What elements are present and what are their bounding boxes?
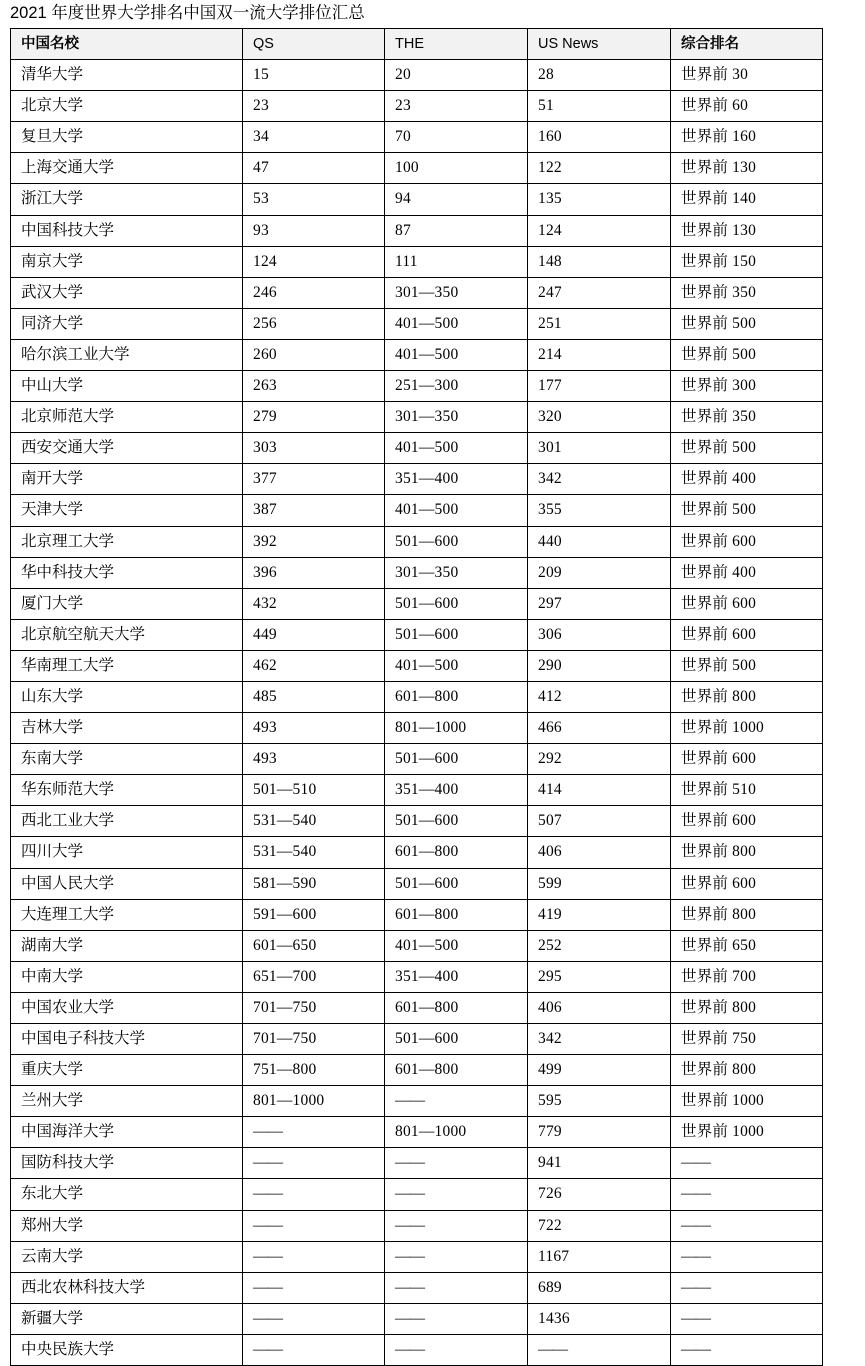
cell-usnews: 295 (528, 961, 671, 992)
cell-usnews: 148 (528, 246, 671, 277)
table-row (11, 961, 823, 992)
cell-name: 四川大学 (11, 837, 243, 868)
cell-usnews: 301 (528, 433, 671, 464)
university-ranking-table (10, 28, 823, 1366)
cell-qs (243, 1303, 385, 1334)
cell-usnews: 122 (528, 153, 671, 184)
table-row (11, 713, 823, 744)
cell-qs: 485 (243, 681, 385, 712)
cell-qs: 377 (243, 464, 385, 495)
cell-total: 世界前 650 (671, 930, 823, 961)
cell-name: 浙江大学 (11, 184, 243, 215)
cell-usnews: 1436 (528, 1303, 671, 1334)
table-row (11, 619, 823, 650)
cell-qs: 15 (243, 60, 385, 91)
no-data-dash: —— (395, 1309, 424, 1327)
cell-usnews: 292 (528, 744, 671, 775)
table-row (11, 60, 823, 91)
cell-qs: 449 (243, 619, 385, 650)
table-row (11, 868, 823, 899)
cell-name: 国防科技大学 (11, 1148, 243, 1179)
table-row (11, 1303, 823, 1334)
column-header-name: 中国名校 (11, 29, 243, 60)
cell-total: 世界前 400 (671, 464, 823, 495)
no-data-dash: —— (681, 1247, 710, 1265)
cell-usnews: 209 (528, 557, 671, 588)
cell-usnews: 247 (528, 277, 671, 308)
cell-usnews: 419 (528, 899, 671, 930)
table-row (11, 277, 823, 308)
cell-qs: 601—650 (243, 930, 385, 961)
table-row (11, 433, 823, 464)
cell-name: 西北工业大学 (11, 806, 243, 837)
cell-the: 801—1000 (385, 713, 528, 744)
cell-the: 301—350 (385, 277, 528, 308)
cell-qs: 432 (243, 588, 385, 619)
cell-qs: 581—590 (243, 868, 385, 899)
cell-name: 新疆大学 (11, 1303, 243, 1334)
table-row (11, 1210, 823, 1241)
cell-total (671, 1210, 823, 1241)
cell-usnews: 320 (528, 402, 671, 433)
no-data-dash: —— (395, 1092, 424, 1110)
cell-the: 401—500 (385, 930, 528, 961)
cell-qs: 701—750 (243, 1024, 385, 1055)
cell-name: 上海交通大学 (11, 153, 243, 184)
cell-name: 西北农林科技大学 (11, 1272, 243, 1303)
cell-name: 北京航空航天大学 (11, 619, 243, 650)
cell-the: 601—800 (385, 992, 528, 1023)
cell-the: 251—300 (385, 371, 528, 402)
cell-total: 世界前 60 (671, 91, 823, 122)
page-title: 2021 年度世界大学排名中国双一流大学排位汇总 (10, 4, 365, 22)
cell-the (385, 1086, 528, 1117)
cell-usnews: 252 (528, 930, 671, 961)
cell-qs: 263 (243, 371, 385, 402)
cell-the: 501—600 (385, 1024, 528, 1055)
cell-total: 世界前 1000 (671, 1117, 823, 1148)
cell-usnews: 342 (528, 1024, 671, 1055)
cell-usnews: 177 (528, 371, 671, 402)
no-data-dash: —— (253, 1216, 282, 1234)
cell-usnews: 595 (528, 1086, 671, 1117)
cell-name: 厦门大学 (11, 588, 243, 619)
cell-total: 世界前 350 (671, 402, 823, 433)
cell-name: 北京大学 (11, 91, 243, 122)
cell-qs: 47 (243, 153, 385, 184)
cell-total: 世界前 800 (671, 1055, 823, 1086)
no-data-dash: —— (253, 1309, 282, 1327)
cell-total (671, 1334, 823, 1365)
cell-qs: 493 (243, 744, 385, 775)
table-row (11, 806, 823, 837)
table-row (11, 153, 823, 184)
cell-name: 北京理工大学 (11, 526, 243, 557)
cell-qs (243, 1210, 385, 1241)
no-data-dash: —— (681, 1309, 710, 1327)
cell-name: 重庆大学 (11, 1055, 243, 1086)
cell-total: 世界前 1000 (671, 713, 823, 744)
table-row (11, 184, 823, 215)
cell-name: 湖南大学 (11, 930, 243, 961)
column-header-the: THE (385, 29, 528, 60)
cell-name: 中山大学 (11, 371, 243, 402)
cell-usnews: 124 (528, 215, 671, 246)
cell-qs (243, 1148, 385, 1179)
cell-total: 世界前 600 (671, 526, 823, 557)
cell-name: 中国科技大学 (11, 215, 243, 246)
rank-table-container (10, 28, 822, 1366)
no-data-dash: —— (395, 1154, 424, 1172)
no-data-dash: —— (681, 1154, 710, 1172)
table-body (11, 60, 823, 1366)
cell-the: 401—500 (385, 495, 528, 526)
cell-qs: 279 (243, 402, 385, 433)
cell-the: 70 (385, 122, 528, 153)
cell-the: 501—600 (385, 868, 528, 899)
cell-the: 601—800 (385, 681, 528, 712)
cell-total: 世界前 600 (671, 806, 823, 837)
cell-name: 中央民族大学 (11, 1334, 243, 1365)
cell-the: 401—500 (385, 433, 528, 464)
cell-name: 华东师范大学 (11, 775, 243, 806)
cell-qs: 396 (243, 557, 385, 588)
cell-total: 世界前 500 (671, 495, 823, 526)
cell-the: 601—800 (385, 837, 528, 868)
cell-name: 哈尔滨工业大学 (11, 339, 243, 370)
no-data-dash: —— (681, 1185, 710, 1203)
cell-total: 世界前 400 (671, 557, 823, 588)
cell-usnews: 779 (528, 1117, 671, 1148)
table-row (11, 1272, 823, 1303)
no-data-dash: —— (681, 1278, 710, 1296)
cell-total: 世界前 30 (671, 60, 823, 91)
cell-the: 301—350 (385, 557, 528, 588)
table-row (11, 1024, 823, 1055)
cell-the (385, 1334, 528, 1365)
cell-usnews: 440 (528, 526, 671, 557)
column-header-total: 综合排名 (671, 29, 823, 60)
cell-usnews (528, 1334, 671, 1365)
cell-usnews: 507 (528, 806, 671, 837)
cell-usnews: 466 (528, 713, 671, 744)
no-data-dash: —— (253, 1340, 282, 1358)
cell-usnews: 689 (528, 1272, 671, 1303)
cell-usnews: 726 (528, 1179, 671, 1210)
cell-the (385, 1272, 528, 1303)
cell-the: 501—600 (385, 806, 528, 837)
cell-total: 世界前 600 (671, 744, 823, 775)
cell-qs: 701—750 (243, 992, 385, 1023)
no-data-dash: —— (395, 1247, 424, 1265)
cell-name: 南京大学 (11, 246, 243, 277)
no-data-dash: —— (538, 1340, 567, 1358)
cell-name: 天津大学 (11, 495, 243, 526)
cell-name: 南开大学 (11, 464, 243, 495)
cell-qs: 751—800 (243, 1055, 385, 1086)
table-row (11, 930, 823, 961)
table-row (11, 557, 823, 588)
cell-usnews: 135 (528, 184, 671, 215)
no-data-dash: —— (395, 1340, 424, 1358)
cell-usnews: 290 (528, 650, 671, 681)
cell-the: 20 (385, 60, 528, 91)
cell-total (671, 1241, 823, 1272)
cell-the (385, 1303, 528, 1334)
table-header (11, 29, 823, 60)
no-data-dash: —— (253, 1154, 282, 1172)
cell-qs (243, 1241, 385, 1272)
cell-the: 100 (385, 153, 528, 184)
cell-usnews: 941 (528, 1148, 671, 1179)
cell-qs: 260 (243, 339, 385, 370)
cell-qs: 462 (243, 650, 385, 681)
column-header-qs: QS (243, 29, 385, 60)
cell-the: 23 (385, 91, 528, 122)
cell-the: 401—500 (385, 308, 528, 339)
cell-usnews: 28 (528, 60, 671, 91)
table-header-row (11, 29, 823, 60)
cell-the: 501—600 (385, 526, 528, 557)
cell-total: 世界前 150 (671, 246, 823, 277)
cell-qs: 246 (243, 277, 385, 308)
cell-name: 武汉大学 (11, 277, 243, 308)
cell-usnews: 414 (528, 775, 671, 806)
table-row (11, 464, 823, 495)
cell-usnews: 722 (528, 1210, 671, 1241)
table-row (11, 526, 823, 557)
no-data-dash: —— (681, 1340, 710, 1358)
cell-total: 世界前 800 (671, 899, 823, 930)
cell-usnews: 160 (528, 122, 671, 153)
no-data-dash: —— (395, 1278, 424, 1296)
no-data-dash: —— (253, 1247, 282, 1265)
cell-total: 世界前 160 (671, 122, 823, 153)
cell-name: 中国人民大学 (11, 868, 243, 899)
table-row (11, 339, 823, 370)
cell-total: 世界前 600 (671, 868, 823, 899)
cell-qs (243, 1179, 385, 1210)
cell-name: 北京师范大学 (11, 402, 243, 433)
no-data-dash: —— (253, 1123, 282, 1141)
no-data-dash: —— (395, 1216, 424, 1234)
cell-usnews: 355 (528, 495, 671, 526)
cell-usnews: 51 (528, 91, 671, 122)
cell-the: 501—600 (385, 619, 528, 650)
table-row (11, 1148, 823, 1179)
table-row (11, 1334, 823, 1365)
cell-name: 西安交通大学 (11, 433, 243, 464)
column-header-usnews: US News (528, 29, 671, 60)
cell-usnews: 406 (528, 837, 671, 868)
cell-usnews: 412 (528, 681, 671, 712)
cell-the (385, 1179, 528, 1210)
table-row (11, 681, 823, 712)
table-row (11, 308, 823, 339)
cell-the (385, 1148, 528, 1179)
cell-total: 世界前 300 (671, 371, 823, 402)
cell-total: 世界前 800 (671, 992, 823, 1023)
cell-total: 世界前 1000 (671, 1086, 823, 1117)
cell-usnews: 306 (528, 619, 671, 650)
cell-the: 501—600 (385, 744, 528, 775)
cell-total (671, 1303, 823, 1334)
cell-name: 中国海洋大学 (11, 1117, 243, 1148)
cell-total: 世界前 500 (671, 339, 823, 370)
cell-total: 世界前 350 (671, 277, 823, 308)
cell-name: 兰州大学 (11, 1086, 243, 1117)
cell-name: 同济大学 (11, 308, 243, 339)
table-row (11, 495, 823, 526)
cell-the: 87 (385, 215, 528, 246)
cell-qs: 392 (243, 526, 385, 557)
cell-the: 351—400 (385, 961, 528, 992)
cell-the: 111 (385, 246, 528, 277)
cell-total: 世界前 140 (671, 184, 823, 215)
cell-qs: 387 (243, 495, 385, 526)
cell-total (671, 1148, 823, 1179)
table-row (11, 588, 823, 619)
cell-qs: 531—540 (243, 806, 385, 837)
no-data-dash: —— (253, 1278, 282, 1296)
cell-qs: 531—540 (243, 837, 385, 868)
cell-name: 中国电子科技大学 (11, 1024, 243, 1055)
cell-name: 东北大学 (11, 1179, 243, 1210)
cell-name: 郑州大学 (11, 1210, 243, 1241)
table-row (11, 371, 823, 402)
cell-qs: 23 (243, 91, 385, 122)
table-row (11, 775, 823, 806)
table-row (11, 215, 823, 246)
table-row (11, 650, 823, 681)
table-row (11, 122, 823, 153)
cell-qs: 501—510 (243, 775, 385, 806)
table-row (11, 744, 823, 775)
cell-total: 世界前 130 (671, 215, 823, 246)
cell-the: 351—400 (385, 775, 528, 806)
cell-qs: 303 (243, 433, 385, 464)
cell-name: 复旦大学 (11, 122, 243, 153)
cell-qs: 493 (243, 713, 385, 744)
table-row (11, 402, 823, 433)
table-row (11, 1117, 823, 1148)
cell-the: 301—350 (385, 402, 528, 433)
no-data-dash: —— (395, 1185, 424, 1203)
table-row (11, 992, 823, 1023)
cell-qs: 53 (243, 184, 385, 215)
cell-name: 中国农业大学 (11, 992, 243, 1023)
cell-total: 世界前 750 (671, 1024, 823, 1055)
cell-total: 世界前 510 (671, 775, 823, 806)
cell-qs (243, 1117, 385, 1148)
no-data-dash: —— (253, 1185, 282, 1203)
cell-usnews: 599 (528, 868, 671, 899)
cell-qs: 93 (243, 215, 385, 246)
cell-the: 351—400 (385, 464, 528, 495)
cell-total: 世界前 600 (671, 588, 823, 619)
cell-usnews: 251 (528, 308, 671, 339)
cell-usnews: 342 (528, 464, 671, 495)
cell-name: 华中科技大学 (11, 557, 243, 588)
cell-the (385, 1241, 528, 1272)
table-row (11, 91, 823, 122)
cell-qs: 124 (243, 246, 385, 277)
cell-total: 世界前 600 (671, 619, 823, 650)
cell-the: 601—800 (385, 899, 528, 930)
cell-name: 山东大学 (11, 681, 243, 712)
cell-qs: 651—700 (243, 961, 385, 992)
cell-qs: 591—600 (243, 899, 385, 930)
table-row (11, 1055, 823, 1086)
table-row (11, 246, 823, 277)
cell-total: 世界前 500 (671, 433, 823, 464)
cell-name: 中南大学 (11, 961, 243, 992)
cell-name: 吉林大学 (11, 713, 243, 744)
table-row (11, 837, 823, 868)
cell-the: 601—800 (385, 1055, 528, 1086)
cell-usnews: 214 (528, 339, 671, 370)
cell-total: 世界前 500 (671, 650, 823, 681)
cell-total (671, 1272, 823, 1303)
cell-total (671, 1179, 823, 1210)
table-row (11, 899, 823, 930)
table-row (11, 1086, 823, 1117)
cell-name: 云南大学 (11, 1241, 243, 1272)
cell-total: 世界前 800 (671, 681, 823, 712)
cell-usnews: 297 (528, 588, 671, 619)
cell-the (385, 1210, 528, 1241)
cell-the: 401—500 (385, 650, 528, 681)
no-data-dash: —— (681, 1216, 710, 1234)
cell-usnews: 1167 (528, 1241, 671, 1272)
cell-name: 清华大学 (11, 60, 243, 91)
cell-the: 501—600 (385, 588, 528, 619)
cell-the: 801—1000 (385, 1117, 528, 1148)
cell-the: 401—500 (385, 339, 528, 370)
cell-qs: 801—1000 (243, 1086, 385, 1117)
table-row (11, 1241, 823, 1272)
cell-name: 华南理工大学 (11, 650, 243, 681)
cell-qs (243, 1334, 385, 1365)
table-row (11, 1179, 823, 1210)
cell-total: 世界前 500 (671, 308, 823, 339)
cell-qs (243, 1272, 385, 1303)
cell-qs: 34 (243, 122, 385, 153)
cell-total: 世界前 700 (671, 961, 823, 992)
cell-name: 大连理工大学 (11, 899, 243, 930)
cell-usnews: 406 (528, 992, 671, 1023)
cell-qs: 256 (243, 308, 385, 339)
cell-name: 东南大学 (11, 744, 243, 775)
cell-the: 94 (385, 184, 528, 215)
cell-total: 世界前 800 (671, 837, 823, 868)
cell-total: 世界前 130 (671, 153, 823, 184)
cell-usnews: 499 (528, 1055, 671, 1086)
